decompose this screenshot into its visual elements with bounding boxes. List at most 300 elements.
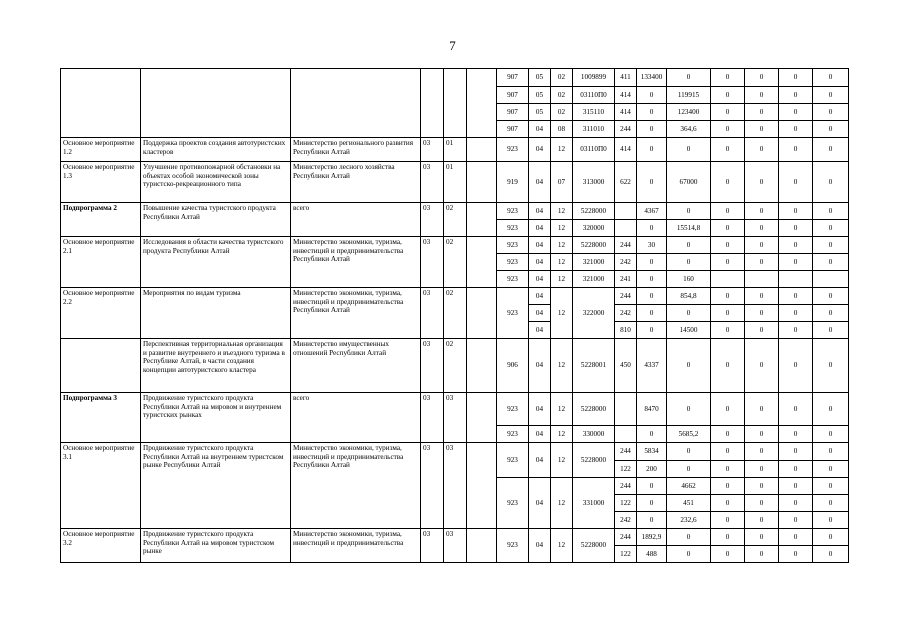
cell-value: 4662 <box>667 478 711 495</box>
cell-value: 0 <box>667 461 711 478</box>
cell-rz: 04 <box>529 162 551 203</box>
cell-value: 0 <box>711 220 745 237</box>
cell-value: 0 <box>711 339 745 393</box>
table-row <box>61 443 849 461</box>
cell-vr: 241 <box>615 271 637 288</box>
cell-value: 0 <box>779 237 813 254</box>
activity-name: Основное мероприятие 1.2 <box>61 138 141 162</box>
activity-description: Улучшение противопожарной обстановки на объектах особой экономической зоны туристско-рекреационного типа <box>141 162 291 203</box>
activity-name: Основное мероприятие 3.1 <box>61 443 141 529</box>
cell-value: 0 <box>779 203 813 220</box>
cell-grbs: 923 <box>497 478 529 529</box>
cell-value: 4367 <box>637 203 667 220</box>
cell-value: 0 <box>779 288 813 305</box>
cell-value: 0 <box>667 138 711 162</box>
cell-rz: 04 <box>529 203 551 220</box>
cell-value: 0 <box>779 162 813 203</box>
cell-pr: 02 <box>551 69 573 87</box>
cell-value: 0 <box>813 546 849 563</box>
cell-pr: 12 <box>551 443 573 478</box>
activity-description: Поддержка проектов создания автотуристских кластеров <box>141 138 291 162</box>
activity-name: Основное мероприятие 2.1 <box>61 237 141 288</box>
activity-executor: Министерство регионального развития Республики Алтай <box>291 138 421 162</box>
cell-csr: 320000 <box>573 220 615 237</box>
cell-value: 0 <box>779 478 813 495</box>
cell-value: 0 <box>779 512 813 529</box>
cell-value: 0 <box>745 495 779 512</box>
cell-value <box>779 271 813 288</box>
cell-vr <box>615 220 637 237</box>
cell-value <box>745 271 779 288</box>
cell-vr: 414 <box>615 138 637 162</box>
code-program: 03 <box>421 339 444 393</box>
cell-vr: 242 <box>615 512 637 529</box>
cell-value: 488 <box>637 546 667 563</box>
cell-value: 451 <box>667 495 711 512</box>
cell-value: 0 <box>813 461 849 478</box>
cell-csr: 321000 <box>573 254 615 271</box>
cell-grbs: 923 <box>497 426 529 443</box>
cell-value: 0 <box>711 393 745 426</box>
cell-value: 0 <box>813 288 849 305</box>
cell-empty <box>421 69 444 138</box>
cell-value: 0 <box>813 69 849 87</box>
cell-pr: 07 <box>551 162 573 203</box>
cell-rz: 04 <box>529 138 551 162</box>
cell-grbs: 919 <box>497 162 529 203</box>
cell-value: 0 <box>813 138 849 162</box>
cell-empty <box>467 288 497 339</box>
cell-empty <box>467 203 497 237</box>
page-number: 7 <box>449 38 456 53</box>
cell-value: 5834 <box>637 443 667 461</box>
cell-value: 0 <box>711 495 745 512</box>
cell-vr: 244 <box>615 237 637 254</box>
cell-rz: 04 <box>529 288 551 305</box>
cell-value: 119915 <box>667 87 711 104</box>
cell-value: 364,6 <box>667 121 711 138</box>
cell-empty <box>141 69 291 138</box>
activity-description: Продвижение туристского продукта Республики Алтай на внутреннем туристском рынке Республики Алтай <box>141 443 291 529</box>
cell-csr: 03110П0 <box>573 138 615 162</box>
cell-csr: 311010 <box>573 121 615 138</box>
cell-grbs: 907 <box>497 69 529 87</box>
cell-pr: 12 <box>551 220 573 237</box>
cell-value: 0 <box>745 237 779 254</box>
code-subprogram: 03 <box>444 443 467 529</box>
cell-grbs: 907 <box>497 87 529 104</box>
cell-value: 0 <box>637 254 667 271</box>
cell-pr: 12 <box>551 393 573 426</box>
table-row <box>61 529 849 546</box>
cell-empty <box>61 69 141 138</box>
activity-executor: Министерство лесного хозяйства Республики Алтай <box>291 162 421 203</box>
cell-value: 0 <box>711 104 745 121</box>
cell-value: 160 <box>667 271 711 288</box>
cell-value: 0 <box>779 393 813 426</box>
cell-value: 0 <box>711 305 745 322</box>
activity-description: Продвижение туристского продукта Республики Алтай на мировом туристском рынке <box>141 529 291 563</box>
code-subprogram: 02 <box>444 288 467 339</box>
cell-rz: 04 <box>529 478 551 529</box>
cell-csr: 5228000 <box>573 443 615 478</box>
cell-value: 0 <box>711 546 745 563</box>
cell-vr: 244 <box>615 478 637 495</box>
cell-value: 0 <box>745 322 779 339</box>
cell-value: 0 <box>745 426 779 443</box>
cell-value: 0 <box>745 254 779 271</box>
table-row <box>61 288 849 305</box>
cell-csr: 03110П0 <box>573 87 615 104</box>
table-row <box>61 203 849 220</box>
cell-vr: 244 <box>615 443 637 461</box>
cell-pr: 02 <box>551 104 573 121</box>
cell-csr: 331000 <box>573 478 615 529</box>
cell-value: 0 <box>667 203 711 220</box>
activity-executor: Министерство экономики, туризма, инвестиций и предпринимательства Республики Алтай <box>291 237 421 288</box>
activity-description: Мероприятия по видам туризма <box>141 288 291 339</box>
cell-value: 0 <box>637 495 667 512</box>
cell-value: 0 <box>667 69 711 87</box>
cell-csr: 5228000 <box>573 393 615 426</box>
cell-grbs: 907 <box>497 104 529 121</box>
cell-value: 0 <box>745 220 779 237</box>
cell-vr: 244 <box>615 288 637 305</box>
cell-value: 0 <box>711 254 745 271</box>
cell-value: 0 <box>745 138 779 162</box>
cell-value: 0 <box>667 529 711 546</box>
cell-value: 0 <box>637 288 667 305</box>
cell-grbs: 923 <box>497 288 529 339</box>
cell-grbs: 923 <box>497 443 529 478</box>
cell-value: 0 <box>711 138 745 162</box>
cell-value: 67000 <box>667 162 711 203</box>
cell-rz: 05 <box>529 87 551 104</box>
cell-rz: 04 <box>529 271 551 288</box>
activity-name: Основное мероприятие 3.2 <box>61 529 141 563</box>
cell-value: 0 <box>779 121 813 138</box>
cell-csr: 5228000 <box>573 529 615 563</box>
cell-grbs: 923 <box>497 220 529 237</box>
cell-value: 0 <box>711 461 745 478</box>
cell-value: 0 <box>745 393 779 426</box>
cell-value: 0 <box>779 322 813 339</box>
cell-rz: 04 <box>529 322 551 339</box>
code-program: 03 <box>421 162 444 203</box>
cell-value: 0 <box>813 305 849 322</box>
cell-value: 0 <box>813 121 849 138</box>
cell-value: 0 <box>779 546 813 563</box>
cell-value: 0 <box>711 288 745 305</box>
cell-grbs: 907 <box>497 121 529 138</box>
cell-value: 14500 <box>667 322 711 339</box>
cell-vr: 450 <box>615 339 637 393</box>
cell-csr: 5228000 <box>573 203 615 220</box>
subprogram-name: Подпрограмма 2 <box>61 203 141 237</box>
cell-vr: 810 <box>615 322 637 339</box>
cell-pr: 12 <box>551 254 573 271</box>
cell-rz: 05 <box>529 69 551 87</box>
cell-value: 0 <box>667 339 711 393</box>
cell-pr: 12 <box>551 271 573 288</box>
cell-vr: 122 <box>615 461 637 478</box>
cell-value: 0 <box>745 339 779 393</box>
cell-value: 0 <box>745 87 779 104</box>
subprogram-description: Повышение качества туристского продукта Республики Алтай <box>141 203 291 237</box>
cell-value: 0 <box>745 203 779 220</box>
activity-executor: Министерство экономики, туризма, инвестиций и предпринимательства Республики Алтай <box>291 288 421 339</box>
cell-empty <box>467 162 497 203</box>
cell-value: 0 <box>813 478 849 495</box>
cell-empty <box>467 69 497 138</box>
cell-value <box>711 271 745 288</box>
cell-grbs: 923 <box>497 254 529 271</box>
cell-value: 0 <box>637 138 667 162</box>
cell-vr: 244 <box>615 529 637 546</box>
cell-value: 0 <box>779 69 813 87</box>
cell-value: 0 <box>779 254 813 271</box>
cell-value: 0 <box>637 87 667 104</box>
cell-pr: 12 <box>551 288 573 339</box>
subprogram-executor: всего <box>291 203 421 237</box>
budget-table <box>60 68 849 563</box>
cell-rz: 04 <box>529 443 551 478</box>
cell-pr: 12 <box>551 339 573 393</box>
subprogram-name: Подпрограмма 3 <box>61 393 141 443</box>
cell-empty <box>444 69 467 138</box>
cell-value: 0 <box>813 254 849 271</box>
cell-value: 0 <box>813 203 849 220</box>
cell-value: 0 <box>813 426 849 443</box>
cell-grbs: 923 <box>497 393 529 426</box>
cell-csr: 313000 <box>573 162 615 203</box>
cell-vr: 622 <box>615 162 637 203</box>
table-row <box>61 237 849 254</box>
cell-value: 0 <box>711 478 745 495</box>
code-subprogram: 01 <box>444 162 467 203</box>
table-row <box>61 69 849 87</box>
cell-value: 0 <box>637 305 667 322</box>
cell-value <box>813 271 849 288</box>
cell-value: 0 <box>711 322 745 339</box>
cell-value: 0 <box>813 512 849 529</box>
cell-value: 0 <box>667 305 711 322</box>
cell-value: 0 <box>745 104 779 121</box>
cell-empty <box>467 443 497 529</box>
cell-rz: 05 <box>529 104 551 121</box>
code-program: 03 <box>421 237 444 288</box>
cell-rz: 04 <box>529 426 551 443</box>
cell-csr: 321000 <box>573 271 615 288</box>
code-program: 03 <box>421 393 444 443</box>
cell-value: 0 <box>813 87 849 104</box>
cell-vr: 414 <box>615 87 637 104</box>
table-row <box>61 162 849 203</box>
activity-executor: Министерство экономики, туризма, инвестиций и предпринимательства Республики Алтай <box>291 443 421 529</box>
cell-value: 133400 <box>637 69 667 87</box>
cell-rz: 04 <box>529 305 551 322</box>
cell-value: 200 <box>637 461 667 478</box>
cell-value: 0 <box>813 237 849 254</box>
cell-value: 0 <box>813 529 849 546</box>
cell-pr: 12 <box>551 478 573 529</box>
cell-vr: 242 <box>615 254 637 271</box>
cell-value: 0 <box>637 512 667 529</box>
cell-value: 0 <box>667 546 711 563</box>
cell-csr: 322000 <box>573 288 615 339</box>
activity-description: Перспективная территориальная организация и развитие внутреннего и въездного туризма в Республике Алтай, в части создания концепции автотуристского кластера <box>141 339 291 393</box>
cell-value: 0 <box>745 461 779 478</box>
cell-value: 0 <box>711 121 745 138</box>
cell-pr: 12 <box>551 138 573 162</box>
cell-csr: 1009899 <box>573 69 615 87</box>
cell-value: 0 <box>637 121 667 138</box>
cell-value: 0 <box>711 87 745 104</box>
cell-value: 5685,2 <box>667 426 711 443</box>
cell-value: 0 <box>637 426 667 443</box>
code-program: 03 <box>421 443 444 529</box>
subprogram-executor: всего <box>291 393 421 443</box>
cell-value: 0 <box>779 495 813 512</box>
cell-vr: 242 <box>615 305 637 322</box>
cell-grbs: 923 <box>497 237 529 254</box>
cell-grbs: 906 <box>497 339 529 393</box>
cell-value: 0 <box>779 443 813 461</box>
cell-value: 0 <box>779 220 813 237</box>
cell-value: 0 <box>637 220 667 237</box>
cell-value: 0 <box>745 162 779 203</box>
activity-name: Основное мероприятие 1.3 <box>61 162 141 203</box>
cell-value: 30 <box>637 237 667 254</box>
code-program: 03 <box>421 203 444 237</box>
code-subprogram: 02 <box>444 203 467 237</box>
cell-value: 0 <box>667 443 711 461</box>
cell-grbs: 923 <box>497 529 529 563</box>
activity-name: Основное мероприятие 2.2 <box>61 288 141 339</box>
cell-pr: 12 <box>551 529 573 563</box>
cell-csr: 5228000 <box>573 237 615 254</box>
cell-value: 0 <box>813 322 849 339</box>
cell-value: 1892,9 <box>637 529 667 546</box>
code-subprogram: 03 <box>444 529 467 563</box>
cell-value: 0 <box>711 203 745 220</box>
cell-value: 0 <box>745 478 779 495</box>
cell-rz: 04 <box>529 529 551 563</box>
cell-empty <box>467 138 497 162</box>
cell-value: 0 <box>745 546 779 563</box>
code-program: 03 <box>421 138 444 162</box>
cell-value: 0 <box>745 69 779 87</box>
cell-value: 0 <box>779 305 813 322</box>
cell-value: 15514,8 <box>667 220 711 237</box>
cell-rz: 04 <box>529 254 551 271</box>
code-program: 03 <box>421 529 444 563</box>
cell-grbs: 923 <box>497 138 529 162</box>
cell-pr: 12 <box>551 426 573 443</box>
cell-value: 0 <box>711 237 745 254</box>
cell-value: 0 <box>711 512 745 529</box>
cell-value: 0 <box>745 288 779 305</box>
code-program: 03 <box>421 288 444 339</box>
cell-pr: 12 <box>551 237 573 254</box>
table-row <box>61 138 849 162</box>
cell-value: 232,6 <box>667 512 711 529</box>
cell-rz: 04 <box>529 237 551 254</box>
cell-rz: 04 <box>529 121 551 138</box>
cell-value: 0 <box>779 104 813 121</box>
cell-vr: 411 <box>615 69 637 87</box>
cell-value: 0 <box>745 305 779 322</box>
cell-vr <box>615 426 637 443</box>
activity-description: Исследования в области качества туристского продукта Республики Алтай <box>141 237 291 288</box>
cell-value: 0 <box>813 443 849 461</box>
cell-value: 0 <box>779 138 813 162</box>
cell-value: 0 <box>779 339 813 393</box>
cell-value: 0 <box>813 339 849 393</box>
activity-executor: Министерство экономики, туризма, инвестиций и предпринимательства <box>291 529 421 563</box>
cell-value: 854,8 <box>667 288 711 305</box>
cell-pr: 02 <box>551 87 573 104</box>
cell-value: 0 <box>637 162 667 203</box>
cell-value: 0 <box>711 426 745 443</box>
cell-empty <box>467 339 497 393</box>
cell-rz: 04 <box>529 339 551 393</box>
code-subprogram: 02 <box>444 237 467 288</box>
cell-value: 0 <box>637 322 667 339</box>
cell-csr: 315110 <box>573 104 615 121</box>
cell-value: 0 <box>813 393 849 426</box>
cell-value: 0 <box>637 271 667 288</box>
cell-empty <box>467 393 497 443</box>
cell-pr: 12 <box>551 203 573 220</box>
cell-csr: 330000 <box>573 426 615 443</box>
cell-value: 0 <box>745 443 779 461</box>
cell-vr: 122 <box>615 495 637 512</box>
cell-value: 0 <box>813 495 849 512</box>
cell-empty <box>467 237 497 288</box>
cell-value: 0 <box>779 529 813 546</box>
table-row <box>61 339 849 393</box>
cell-value: 8470 <box>637 393 667 426</box>
cell-value: 0 <box>711 443 745 461</box>
cell-rz: 04 <box>529 393 551 426</box>
cell-vr: 244 <box>615 121 637 138</box>
cell-value: 0 <box>813 220 849 237</box>
cell-value: 4337 <box>637 339 667 393</box>
table-row <box>61 393 849 426</box>
cell-csr: 5228001 <box>573 339 615 393</box>
code-subprogram: 01 <box>444 138 467 162</box>
cell-value: 0 <box>667 393 711 426</box>
cell-empty <box>291 69 421 138</box>
cell-value: 0 <box>779 461 813 478</box>
cell-value: 0 <box>779 87 813 104</box>
cell-value: 0 <box>711 162 745 203</box>
cell-vr: 414 <box>615 104 637 121</box>
cell-vr <box>615 203 637 220</box>
cell-value: 0 <box>711 529 745 546</box>
cell-value: 0 <box>745 512 779 529</box>
cell-value: 0 <box>637 478 667 495</box>
cell-pr: 08 <box>551 121 573 138</box>
cell-value: 0 <box>745 529 779 546</box>
cell-value: 0 <box>667 254 711 271</box>
cell-grbs: 923 <box>497 203 529 220</box>
cell-grbs: 923 <box>497 271 529 288</box>
cell-vr: 122 <box>615 546 637 563</box>
cell-value: 123400 <box>667 104 711 121</box>
code-subprogram: 02 <box>444 339 467 393</box>
